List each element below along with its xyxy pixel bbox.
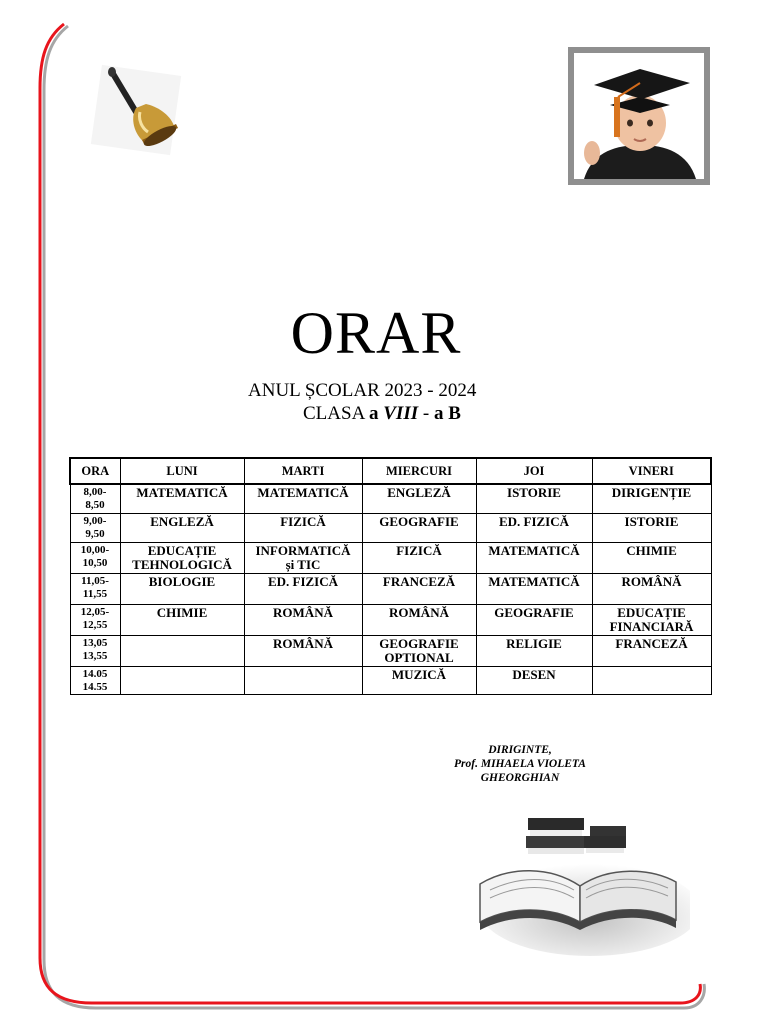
subject-cell-luni bbox=[120, 542, 244, 573]
header-ora: ORA bbox=[70, 458, 120, 484]
schedule-header-row bbox=[70, 458, 711, 484]
time-slot-line: 8,50 bbox=[85, 499, 105, 511]
time-slot bbox=[70, 635, 120, 666]
schedule-row bbox=[70, 542, 711, 573]
subject-line: EDUCAȚIE bbox=[617, 604, 686, 620]
subject-cell-joi bbox=[476, 573, 592, 604]
time-slot bbox=[70, 542, 120, 573]
subject-line: ISTORIE bbox=[507, 485, 561, 500]
header-vineri: VINERI bbox=[592, 458, 711, 484]
time-slot-line: 13,05 bbox=[82, 636, 108, 649]
subject-cell-miercuri bbox=[362, 484, 476, 513]
subject-line: DIRIGENȚIE bbox=[611, 485, 692, 500]
subject-line: și TIC bbox=[285, 556, 321, 572]
subject-cell-luni bbox=[120, 513, 244, 542]
class-letter: a B bbox=[433, 403, 461, 424]
schedule-row bbox=[70, 666, 711, 694]
subject-cell-joi bbox=[476, 513, 592, 542]
subject-line: TEHNOLOGICĂ bbox=[132, 556, 232, 572]
schedule-row bbox=[70, 484, 711, 513]
subject-line: ENGLEZĂ bbox=[150, 513, 214, 529]
subject-line: ED. FIZICĂ bbox=[267, 573, 339, 589]
subject-cell-vineri bbox=[592, 635, 711, 666]
subject-cell-marti bbox=[244, 635, 362, 666]
subject-line: OPTIONAL bbox=[384, 649, 454, 665]
subject-cell-luni bbox=[120, 604, 244, 635]
subject-cell-vineri bbox=[592, 542, 711, 573]
time-slot-line: 10,50 bbox=[82, 556, 108, 569]
subject-line: BIOLOGIE bbox=[148, 573, 216, 589]
time-slot-line: 14.55 bbox=[82, 680, 108, 693]
subject-line: ISTORIE bbox=[624, 513, 679, 529]
time-slot-line: 12,05- bbox=[80, 605, 110, 618]
subject-cell-marti bbox=[244, 484, 362, 513]
subject-line: GEOGRAFIE bbox=[379, 513, 459, 529]
subject-line: CHIMIE bbox=[626, 542, 677, 558]
schedule-row bbox=[70, 573, 711, 604]
class-label bbox=[303, 403, 461, 425]
time-slot bbox=[70, 513, 120, 542]
subject-cell-luni bbox=[120, 666, 244, 694]
signature-title: Prof. MIHAELA VIOLETA bbox=[454, 758, 586, 770]
time-slot-line: 9,50 bbox=[85, 527, 105, 540]
time-slot-line: 8,00- bbox=[83, 486, 107, 498]
class-a: a bbox=[369, 403, 384, 424]
time-slot bbox=[70, 666, 120, 694]
subject-cell-marti bbox=[244, 542, 362, 573]
subject-cell-luni bbox=[120, 635, 244, 666]
subject-cell-joi bbox=[476, 604, 592, 635]
subject-cell-luni bbox=[120, 573, 244, 604]
subject-line: GEOGRAFIE bbox=[494, 604, 574, 620]
header-miercuri: MIERCURI bbox=[362, 458, 476, 484]
schedule-row bbox=[70, 635, 711, 666]
subject-cell-miercuri bbox=[362, 635, 476, 666]
school-year: ANUL ȘCOLAR 2023 - 2024 bbox=[248, 380, 477, 401]
subject-cell-miercuri bbox=[362, 542, 476, 573]
subject-cell-joi bbox=[476, 635, 592, 666]
subject-cell-marti bbox=[244, 573, 362, 604]
graduate-baby-photo bbox=[568, 47, 710, 185]
signature-block bbox=[430, 743, 610, 785]
subject-cell-joi bbox=[476, 484, 592, 513]
subject-line: ENGLEZĂ bbox=[387, 485, 451, 500]
class-prefix: CLASA bbox=[303, 403, 369, 424]
subject-line: MATEMATICĂ bbox=[136, 485, 228, 500]
subject-cell-miercuri bbox=[362, 573, 476, 604]
time-slot-line: 13,55 bbox=[82, 649, 108, 662]
subject-cell-vineri bbox=[592, 604, 711, 635]
subject-line: CHIMIE bbox=[156, 604, 208, 620]
subject-line: MATEMATICĂ bbox=[257, 485, 349, 500]
subject-line: FIZICĂ bbox=[396, 542, 442, 558]
subject-line: MATEMATICĂ bbox=[488, 573, 580, 589]
time-slot-line: 12,55 bbox=[82, 618, 108, 631]
subject-cell-marti bbox=[244, 666, 362, 694]
subject-cell-vineri bbox=[592, 513, 711, 542]
subject-cell-miercuri bbox=[362, 604, 476, 635]
time-slot-line: 11,05- bbox=[81, 574, 109, 587]
time-slot-line: 14.05 bbox=[82, 667, 108, 680]
signature-role: DIRIGINTE, bbox=[488, 744, 552, 756]
subject-line: GEOGRAFIE bbox=[379, 635, 459, 651]
class-grade: VIII bbox=[383, 403, 419, 424]
subject-line: RELIGIE bbox=[506, 635, 562, 651]
time-slot bbox=[70, 484, 120, 513]
subject-line: FIZICĂ bbox=[280, 513, 326, 529]
subject-line: ROMÂNĂ bbox=[273, 635, 333, 651]
signature-surname: GHEORGHIAN bbox=[480, 772, 560, 784]
subject-cell-vineri bbox=[592, 666, 711, 694]
time-slot-line: 9,00- bbox=[83, 514, 107, 527]
subject-cell-joi bbox=[476, 542, 592, 573]
header-marti: MARTI bbox=[244, 458, 362, 484]
subject-line: FINANCIARĂ bbox=[609, 618, 694, 634]
subject-line: FRANCEZĂ bbox=[615, 635, 688, 651]
header-luni: LUNI bbox=[120, 458, 244, 484]
books-illustration bbox=[470, 810, 690, 960]
subject-line: INFORMATICĂ bbox=[255, 542, 351, 558]
subject-line: DESEN bbox=[512, 666, 556, 682]
subject-line: MUZICĂ bbox=[391, 666, 447, 682]
time-slot bbox=[70, 604, 120, 635]
subject-line: ROMÂNĂ bbox=[273, 604, 333, 620]
subject-cell-marti bbox=[244, 604, 362, 635]
subject-cell-vineri bbox=[592, 573, 711, 604]
page-title: ORAR bbox=[290, 300, 462, 366]
subject-line: ROMÂNĂ bbox=[389, 604, 449, 620]
schedule-table bbox=[69, 457, 712, 695]
subject-line: ROMÂNĂ bbox=[621, 573, 682, 589]
subject-line: MATEMATICĂ bbox=[488, 542, 580, 558]
subject-cell-miercuri bbox=[362, 666, 476, 694]
schedule-row bbox=[70, 604, 711, 635]
subject-line: ED. FIZICĂ bbox=[498, 513, 570, 529]
subject-line: EDUCAȚIE bbox=[147, 542, 217, 558]
subject-cell-miercuri bbox=[362, 513, 476, 542]
header-joi: JOI bbox=[476, 458, 592, 484]
time-slot-line: 10,00- bbox=[80, 543, 110, 556]
subject-line: FRANCEZĂ bbox=[382, 573, 456, 589]
time-slot bbox=[70, 573, 120, 604]
subject-cell-luni bbox=[120, 484, 244, 513]
school-bell-icon bbox=[86, 62, 196, 158]
schedule-row bbox=[70, 513, 711, 542]
subject-cell-joi bbox=[476, 666, 592, 694]
subject-cell-marti bbox=[244, 513, 362, 542]
class-sep: - bbox=[418, 403, 434, 424]
subject-cell-vineri bbox=[592, 484, 711, 513]
time-slot-line: 11,55 bbox=[82, 587, 108, 600]
